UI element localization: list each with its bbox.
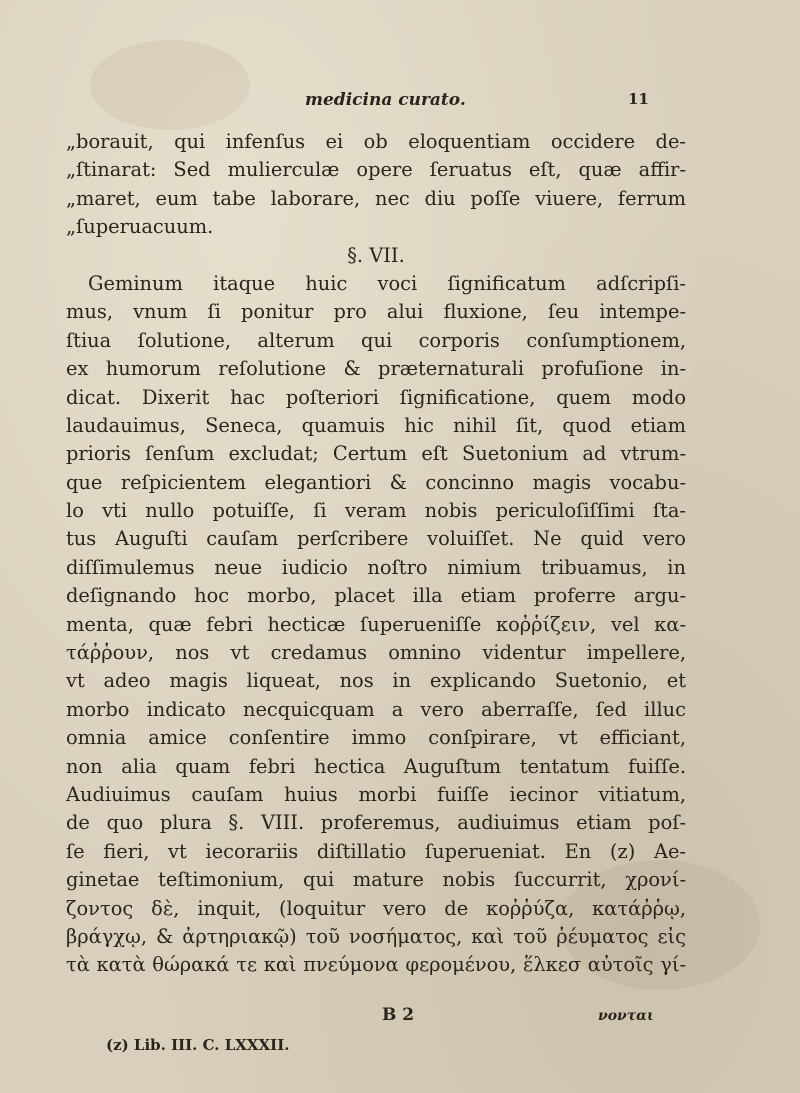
catchword: νονται (598, 1008, 654, 1024)
text-line: τάῤῥουν, nos vt credamus omnino videntur impellere, (66, 641, 686, 665)
text-line: de quo plura §. VIII. proferemus, audiuimus etiam poſ- (66, 811, 686, 835)
section-heading: §. VII. (347, 243, 405, 267)
text-line: Geminum itaque huic voci ſignificatum adſcripſi- (88, 271, 686, 295)
text-line: „ſuperuacuum. (66, 215, 214, 239)
text-line: Audiuimus cauſam huius morbi fuiſſe iecinor vitiatum, (66, 782, 686, 806)
text-line: que reſpicientem elegantiori & concinno magis vocabu- (66, 470, 686, 494)
text-line: dicat. Dixerit hac poſteriori ſignificatione, quem modo (66, 385, 686, 409)
text-line: τὰ κατὰ θώρακά τε καὶ πνεύμονα φερομένου, ἕλκεσ αὐτοῖς γί- (66, 953, 686, 977)
text-line: ginetae teſtimonium, qui mature nobis ſuccurrit, χρονί- (66, 868, 686, 892)
text-line: prioris ſenſum excludat; Certum eſt Suetonium ad vtrum- (66, 442, 686, 466)
text-line: omnia amice conſentire immo conſpirare, vt efficiant, (66, 726, 686, 750)
page-number: 11 (628, 90, 649, 108)
text-line: vt adeo magis liqueat, nos in explicando Suetonio, et (66, 669, 686, 693)
text-line: „borauit, qui infenſus ei ob eloquentiam occidere de- (66, 130, 686, 153)
text-line: ſtiua ſolutione, alterum qui corporis conſumptionem, (66, 328, 686, 352)
text-line: tus Auguſti cauſam perſcribere voluiſſet. Ne quid vero (66, 527, 686, 551)
running-title: medicina curato. (305, 90, 466, 110)
text-line: ex humorum reſolutione & præternaturali profuſione in- (66, 357, 686, 381)
text-line: diſſimulemus neue iudicio noſtro nimium tribuamus, in (66, 555, 686, 579)
paper-stain (90, 40, 250, 130)
text-line: deſignando hoc morbo, placet illa etiam proferre argu- (66, 584, 686, 608)
body-text (66, 128, 686, 980)
text-line: mus, vnum ſi ponitur pro alui fluxione, ſeu intempe- (66, 300, 686, 324)
text-line: βράγχῳ, & ἀρτηριακῷ) τοῦ νοσήματος, καὶ τοῦ ῥέυματος εἰς (66, 924, 686, 948)
signature-mark: B 2 (382, 1005, 415, 1025)
text-line: ſe fieri, vt iecorariis diſtillatio ſuperueniat. En (z) Ae- (66, 839, 686, 863)
text-line: non alia quam febri hectica Auguſtum tentatum fuiſſe. (66, 754, 686, 778)
text-line: ζοντος δὲ, inquit, (loquitur vero de κοῤῥύζα, κατάῤῥῳ, (66, 896, 686, 920)
text-line: „maret, eum tabe laborare, nec diu poſſe viuere, ferrum (66, 186, 686, 210)
text-line: laudauimus, Seneca, quamuis hic nihil ſit, quod etiam (66, 413, 686, 437)
running-head (0, 90, 800, 116)
text-line: menta, quæ febri hecticæ ſuperueniſſe κοῤῥίζειν, vel κα- (66, 612, 686, 636)
text-line: „ſtinarat: Sed mulierculæ opere ſeruatus eſt, quæ affir- (66, 158, 686, 182)
text-line: morbo indicato necquicquam a vero aberraſſe, ſed illuc (66, 697, 686, 721)
text-line: lo vti nullo potuiſſe, ſi veram nobis periculoſiſſimi ſta- (66, 499, 686, 523)
footnote: (z) Lib. III. C. LXXXII. (106, 1036, 290, 1054)
